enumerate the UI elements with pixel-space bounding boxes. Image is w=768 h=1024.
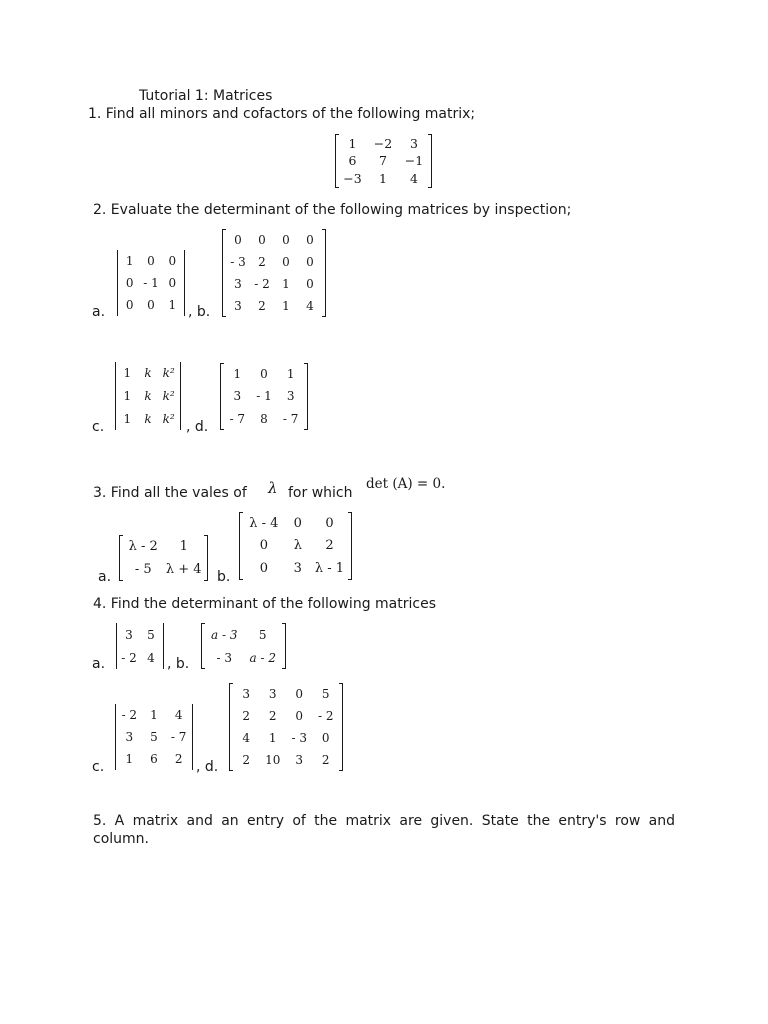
matrix-entry: λ bbox=[293, 538, 302, 554]
matrix-entry: 0 bbox=[234, 233, 242, 247]
matrix-entry: 4 bbox=[306, 299, 314, 313]
matrix-entry: 0 bbox=[306, 255, 314, 269]
matrix-entry: 0 bbox=[282, 255, 290, 269]
part-d-label: , d. bbox=[196, 759, 219, 775]
part-b-label: , b. bbox=[188, 304, 211, 320]
matrix-entry: 1 bbox=[168, 298, 177, 312]
left-bar bbox=[116, 623, 117, 669]
matrix-entry: 2 bbox=[174, 752, 183, 766]
matrix-entry: 2 bbox=[268, 709, 277, 723]
matrix-entry: 0 bbox=[125, 276, 134, 290]
matrix-entry: 0 bbox=[293, 515, 302, 531]
question-5-text: 5. A matrix and an entry of the matrix are given. State the entry's row and column. bbox=[93, 813, 675, 847]
matrix-entry: - 3 bbox=[291, 731, 307, 745]
matrix-entry: 1 bbox=[282, 299, 290, 313]
question-4c-determinant bbox=[114, 704, 194, 770]
matrix-entry: 0 bbox=[258, 233, 266, 247]
question-2a-determinant bbox=[116, 250, 186, 316]
right-bracket bbox=[339, 683, 343, 771]
matrix-entries bbox=[117, 362, 179, 430]
matrix-entry: 3 bbox=[242, 687, 251, 701]
matrix-entry: λ - 1 bbox=[314, 561, 345, 577]
question-3a-matrix bbox=[119, 535, 208, 581]
matrix-entry: k² bbox=[162, 366, 175, 381]
left-bar bbox=[115, 704, 116, 770]
matrix-entry: 8 bbox=[260, 411, 268, 426]
matrix-entry: 0 bbox=[282, 233, 290, 247]
matrix-entry: 3 bbox=[234, 277, 242, 291]
matrix-entry: 0 bbox=[259, 538, 268, 554]
matrix-entry: k² bbox=[162, 388, 175, 403]
part-d-label: , d. bbox=[186, 419, 209, 435]
matrix-entry: 6 bbox=[348, 153, 357, 169]
matrix-entry: 1 bbox=[123, 388, 132, 403]
left-bar bbox=[117, 250, 118, 316]
right-bar bbox=[192, 704, 193, 770]
matrix-entry: 3 bbox=[234, 299, 242, 313]
left-bar bbox=[115, 362, 116, 430]
right-bracket bbox=[348, 512, 352, 580]
matrix-entry: - 2 bbox=[121, 708, 138, 722]
matrix-entry: 0 bbox=[147, 254, 155, 268]
matrix-entry: - 3 bbox=[216, 650, 232, 665]
matrix-entry: 1 bbox=[125, 752, 134, 766]
right-bracket bbox=[304, 363, 308, 430]
question-4-text: 4. Find the determinant of the following matrices bbox=[93, 596, 436, 612]
matrix-entry: 1 bbox=[125, 254, 134, 268]
matrix-entry: λ + 4 bbox=[165, 562, 202, 577]
matrix-entries bbox=[205, 623, 282, 669]
matrix-entry: 2 bbox=[258, 299, 266, 313]
question-2b-matrix bbox=[222, 229, 326, 317]
matrix-entry: - 1 bbox=[143, 276, 159, 290]
matrix-entry: 1 bbox=[233, 367, 242, 382]
part-b-label: b. bbox=[217, 569, 231, 585]
matrix-entry: 3 bbox=[293, 561, 302, 577]
matrix-entry: 4 bbox=[174, 708, 183, 722]
part-c-label: c. bbox=[92, 419, 105, 435]
question-2d-matrix bbox=[220, 363, 308, 430]
matrix-entry: k² bbox=[162, 411, 175, 426]
matrix-entry: 2 bbox=[325, 538, 334, 554]
matrix-entry: 2 bbox=[321, 753, 330, 767]
matrix-entry: 0 bbox=[168, 254, 177, 268]
matrix-entry: 0 bbox=[295, 709, 304, 723]
matrix-entry: 1 bbox=[179, 539, 188, 554]
part-b-label: , b. bbox=[167, 656, 190, 672]
matrix-entry: 5 bbox=[321, 687, 330, 701]
right-bracket bbox=[428, 134, 432, 188]
matrix-entry: 2 bbox=[258, 255, 266, 269]
matrix-entry: 1 bbox=[268, 731, 277, 745]
matrix-entry: 1 bbox=[286, 367, 295, 382]
matrix-entry: - 7 bbox=[170, 730, 187, 744]
matrix-entry: 4 bbox=[242, 731, 251, 745]
matrix-entry: 0 bbox=[321, 731, 330, 745]
matrix-entry: 6 bbox=[150, 752, 158, 766]
right-bracket bbox=[204, 535, 208, 581]
matrix-entry: 0 bbox=[147, 298, 155, 312]
matrix-entry: a - 2 bbox=[249, 650, 276, 665]
matrix-entries bbox=[118, 623, 162, 669]
matrix-entry: −2 bbox=[373, 136, 393, 152]
right-bar bbox=[184, 250, 185, 316]
matrix-entry: - 7 bbox=[282, 411, 299, 426]
matrix-entry: 2 bbox=[242, 753, 251, 767]
question-4b-matrix bbox=[201, 623, 286, 669]
matrix-entries bbox=[233, 683, 339, 771]
lambda-symbol: λ bbox=[268, 479, 278, 497]
matrix-entry: 1 bbox=[348, 136, 357, 152]
matrix-entry: 7 bbox=[379, 153, 387, 169]
question-3b-matrix bbox=[239, 512, 352, 580]
matrix-entry: - 3 bbox=[230, 255, 246, 269]
matrix-entry: 1 bbox=[282, 277, 290, 291]
matrix-entry: 5 bbox=[150, 730, 158, 744]
matrix-entry: - 7 bbox=[229, 411, 246, 426]
right-bracket bbox=[322, 229, 326, 317]
part-a-label: a. bbox=[98, 569, 112, 585]
matrix-entry: 3 bbox=[125, 627, 133, 642]
matrix-entry: - 2 bbox=[254, 277, 270, 291]
matrix-entry: 3 bbox=[295, 753, 304, 767]
matrix-entries bbox=[119, 250, 183, 316]
matrix-entry: k bbox=[144, 411, 152, 426]
question-3-text: 3. Find all the vales of bbox=[93, 485, 247, 501]
matrix-entry: 0 bbox=[260, 367, 268, 382]
question-2-text: 2. Evaluate the determinant of the following matrices by inspection; bbox=[93, 202, 572, 218]
matrix-entry: λ - 4 bbox=[249, 515, 279, 531]
matrix-entry: 0 bbox=[306, 277, 314, 291]
matrix-entry: 0 bbox=[259, 561, 268, 577]
matrix-entries bbox=[117, 704, 191, 770]
matrix-entry: 4 bbox=[410, 170, 418, 186]
matrix-entry: −1 bbox=[404, 153, 424, 169]
matrix-entry: 0 bbox=[125, 298, 134, 312]
matrix-entries bbox=[243, 512, 348, 580]
matrix-entry: 1 bbox=[123, 411, 132, 426]
part-a-label: a. bbox=[92, 656, 106, 672]
matrix-entry: 1 bbox=[150, 708, 158, 722]
matrix-entry: - 2 bbox=[121, 650, 137, 665]
matrix-entry: λ - 2 bbox=[128, 539, 158, 554]
question-4a-determinant bbox=[115, 623, 165, 669]
matrix-entry: 3 bbox=[125, 730, 134, 744]
determinant-condition: det (A) = 0. bbox=[366, 476, 446, 492]
question-1-text: 1. Find all minors and cofactors of the following matrix; bbox=[88, 106, 476, 122]
matrix-entries bbox=[123, 535, 204, 581]
matrix-entry: - 1 bbox=[256, 389, 272, 404]
matrix-entry: 2 bbox=[242, 709, 251, 723]
matrix-entry: - 2 bbox=[317, 709, 334, 723]
matrix-entries bbox=[339, 135, 428, 187]
matrix-entry: 1 bbox=[123, 366, 132, 381]
part-c-label: c. bbox=[92, 759, 105, 775]
question-4d-matrix bbox=[229, 683, 343, 771]
matrix-entry: 0 bbox=[168, 276, 177, 290]
matrix-entry: 0 bbox=[306, 233, 314, 247]
question-3-text-continued: for which bbox=[288, 485, 353, 501]
matrix-entry: 3 bbox=[410, 136, 418, 152]
right-bar bbox=[163, 623, 164, 669]
matrix-entry: 3 bbox=[233, 389, 242, 404]
matrix-entry: 0 bbox=[295, 687, 304, 701]
page-title: Tutorial 1: Matrices bbox=[139, 88, 273, 104]
matrix-entry: 5 bbox=[258, 627, 267, 642]
matrix-entry: 1 bbox=[379, 170, 387, 186]
part-a-label: a. bbox=[92, 304, 106, 320]
matrix-entries bbox=[226, 229, 322, 317]
matrix-entry: - 5 bbox=[134, 562, 152, 577]
right-bracket bbox=[282, 623, 286, 669]
matrix-entry: 5 bbox=[147, 627, 155, 642]
matrix-entry: 4 bbox=[147, 650, 155, 665]
matrix-entry: 0 bbox=[325, 515, 334, 531]
matrix-entry: −3 bbox=[343, 170, 362, 186]
question-2c-determinant bbox=[114, 362, 182, 430]
matrix-entry: 3 bbox=[286, 389, 295, 404]
question-1-matrix bbox=[335, 134, 432, 188]
matrix-entry: 10 bbox=[265, 753, 281, 767]
matrix-entry: 3 bbox=[268, 687, 277, 701]
matrix-entries bbox=[224, 363, 304, 430]
matrix-entry: a - 3 bbox=[211, 627, 238, 642]
right-bar bbox=[180, 362, 181, 430]
matrix-entry: k bbox=[144, 388, 152, 403]
matrix-entry: k bbox=[144, 366, 152, 381]
